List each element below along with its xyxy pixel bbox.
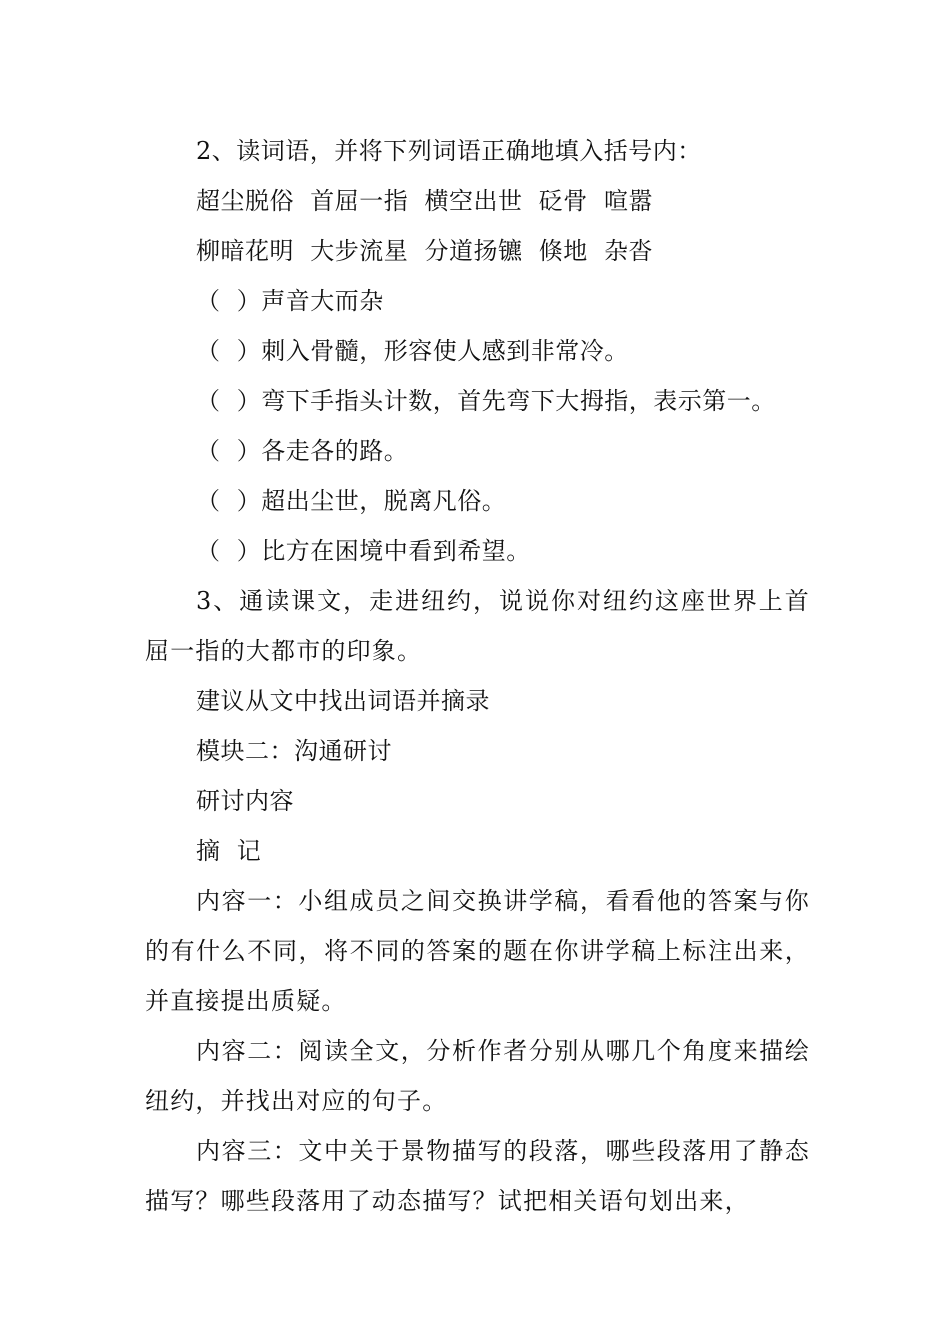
- fill-blank-item: （ ）比方在困境中看到希望。: [196, 537, 531, 565]
- question-2-prompt: 2、读词语，并将下列词语正确地填入括号内：: [196, 137, 702, 165]
- module-title: 模块二：沟通研讨: [196, 737, 392, 765]
- question-3-text: 3、通读课文，走进纽约，说说你对纽约这座世界上首屈一指的大都市的印象。: [145, 587, 810, 665]
- discussion-label: 研讨内容: [196, 787, 294, 815]
- fill-blank-item: （ ）刺入骨髓，形容使人感到非常冷。: [196, 337, 629, 365]
- fill-blank-item: （ ）声音大而杂: [196, 287, 384, 315]
- document-body: [145, 126, 810, 1226]
- suggestion-text: 建议从文中找出词语并摘录: [196, 687, 490, 715]
- fill-blank-item: （ ）超出尘世，脱离凡俗。: [196, 487, 507, 515]
- word-bank-row-1: 超尘脱俗 首屈一指 横空出世 砭骨 喧嚣: [196, 187, 654, 215]
- word-bank-row-2: 柳暗花明 大步流星 分道扬镳 倏地 杂沓: [196, 237, 654, 265]
- fill-blank-item: （ ）弯下手指头计数，首先弯下大拇指，表示第一。: [196, 387, 776, 415]
- fill-blank-item: （ ）各走各的路。: [196, 437, 409, 465]
- content-2-paragraph: 内容二：阅读全文，分析作者分别从哪几个角度来描绘纽约，并找出对应的句子。: [145, 1037, 810, 1115]
- content-1-paragraph: 内容一：小组成员之间交换讲学稿，看看他的答案与你的有什么不同，将不同的答案的题在你讲学稿上标注出来，并直接提出质疑。: [145, 887, 810, 1015]
- notes-label: 摘 记: [196, 837, 262, 865]
- content-3-paragraph: 内容三：文中关于景物描写的段落，哪些段落用了静态描写？哪些段落用了动态描写？试把相关语句划出来，: [145, 1137, 810, 1215]
